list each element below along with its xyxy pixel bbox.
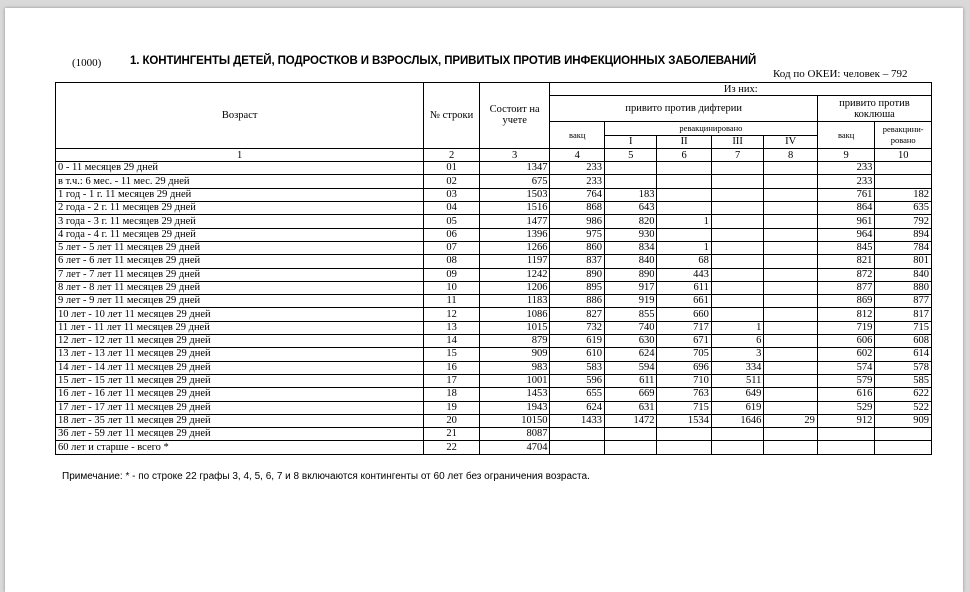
value-cell: 919 bbox=[604, 295, 656, 308]
value-cell: 890 bbox=[604, 268, 656, 281]
age-cell: 8 лет - 8 лет 11 месяцев 29 дней bbox=[56, 281, 424, 294]
value-cell: 649 bbox=[711, 388, 763, 401]
value-cell: 443 bbox=[657, 268, 711, 281]
value-cell: 1477 bbox=[479, 215, 550, 228]
column-number: 6 bbox=[657, 148, 711, 161]
value-cell: 894 bbox=[875, 228, 932, 241]
value-cell: 624 bbox=[550, 401, 604, 414]
value-cell bbox=[764, 388, 817, 401]
header-p-revacc: ревакцини-ровано bbox=[875, 122, 932, 149]
value-cell bbox=[604, 162, 656, 175]
value-cell bbox=[711, 441, 763, 454]
value-cell bbox=[764, 321, 817, 334]
value-cell: 675 bbox=[479, 175, 550, 188]
value-cell: 710 bbox=[657, 374, 711, 387]
value-cell: 964 bbox=[817, 228, 875, 241]
row-number-cell: 03 bbox=[424, 188, 480, 201]
row-number-cell: 09 bbox=[424, 268, 480, 281]
value-cell: 763 bbox=[657, 388, 711, 401]
table-row bbox=[56, 175, 932, 188]
header-rev-2: II bbox=[657, 135, 711, 148]
age-cell: 6 лет - 6 лет 11 месяцев 29 дней bbox=[56, 255, 424, 268]
value-cell: 529 bbox=[817, 401, 875, 414]
table-row bbox=[56, 374, 932, 387]
footnote: Примечание: * - по строке 22 графы 3, 4, 5, 6, 7 и 8 включаются контингенты от 60 лет без ограничения возраста. bbox=[62, 471, 590, 482]
value-cell bbox=[764, 401, 817, 414]
value-cell bbox=[875, 162, 932, 175]
value-cell: 860 bbox=[550, 241, 604, 254]
value-cell: 868 bbox=[550, 202, 604, 215]
value-cell: 233 bbox=[550, 175, 604, 188]
value-cell: 705 bbox=[657, 348, 711, 361]
value-cell: 1646 bbox=[711, 414, 763, 427]
value-cell bbox=[764, 202, 817, 215]
row-number-cell: 19 bbox=[424, 401, 480, 414]
table-row bbox=[56, 308, 932, 321]
row-number-cell: 17 bbox=[424, 374, 480, 387]
header-row-no: № строки bbox=[424, 83, 480, 149]
row-number-cell: 13 bbox=[424, 321, 480, 334]
value-cell: 837 bbox=[550, 255, 604, 268]
value-cell: 872 bbox=[817, 268, 875, 281]
value-cell: 1943 bbox=[479, 401, 550, 414]
value-cell bbox=[711, 428, 763, 441]
age-cell: 4 года - 4 г. 11 месяцев 29 дней bbox=[56, 228, 424, 241]
age-cell: 11 лет - 11 лет 11 месяцев 29 дней bbox=[56, 321, 424, 334]
table-row bbox=[56, 162, 932, 175]
value-cell bbox=[875, 175, 932, 188]
value-cell: 1516 bbox=[479, 202, 550, 215]
age-cell: 0 - 11 месяцев 29 дней bbox=[56, 162, 424, 175]
value-cell: 801 bbox=[875, 255, 932, 268]
value-cell: 233 bbox=[817, 162, 875, 175]
value-cell: 631 bbox=[604, 401, 656, 414]
row-number-cell: 06 bbox=[424, 228, 480, 241]
value-cell: 895 bbox=[550, 281, 604, 294]
value-cell: 630 bbox=[604, 335, 656, 348]
value-cell: 909 bbox=[875, 414, 932, 427]
value-cell: 880 bbox=[875, 281, 932, 294]
value-cell: 1347 bbox=[479, 162, 550, 175]
value-cell: 986 bbox=[550, 215, 604, 228]
header-of-them: Из них: bbox=[550, 83, 932, 96]
row-number-cell: 10 bbox=[424, 281, 480, 294]
value-cell: 616 bbox=[817, 388, 875, 401]
value-cell bbox=[711, 241, 763, 254]
value-cell bbox=[764, 348, 817, 361]
value-cell: 334 bbox=[711, 361, 763, 374]
value-cell: 583 bbox=[550, 361, 604, 374]
value-cell: 29 bbox=[764, 414, 817, 427]
value-cell: 877 bbox=[875, 295, 932, 308]
value-cell: 717 bbox=[657, 321, 711, 334]
value-cell bbox=[657, 162, 711, 175]
value-cell: 1242 bbox=[479, 268, 550, 281]
value-cell: 715 bbox=[875, 321, 932, 334]
value-cell: 886 bbox=[550, 295, 604, 308]
value-cell: 1534 bbox=[657, 414, 711, 427]
header-rev-4: IV bbox=[764, 135, 817, 148]
value-cell: 1086 bbox=[479, 308, 550, 321]
table-row bbox=[56, 388, 932, 401]
value-cell: 596 bbox=[550, 374, 604, 387]
value-cell: 930 bbox=[604, 228, 656, 241]
value-cell bbox=[764, 428, 817, 441]
value-cell: 855 bbox=[604, 308, 656, 321]
value-cell: 608 bbox=[875, 335, 932, 348]
table-row bbox=[56, 281, 932, 294]
value-cell bbox=[604, 441, 656, 454]
age-cell: 7 лет - 7 лет 11 месяцев 29 дней bbox=[56, 268, 424, 281]
age-cell: 17 лет - 17 лет 11 месяцев 29 дней bbox=[56, 401, 424, 414]
value-cell: 1206 bbox=[479, 281, 550, 294]
value-cell bbox=[764, 361, 817, 374]
row-number-cell: 02 bbox=[424, 175, 480, 188]
age-cell: 36 лет - 59 лет 11 месяцев 29 дней bbox=[56, 428, 424, 441]
form-code: (1000) bbox=[72, 57, 102, 69]
page-title: 1. КОНТИНГЕНТЫ ДЕТЕЙ, ПОДРОСТКОВ И ВЗРОСЛЫХ, ПРИВИТЫХ ПРОТИВ ИНФЕКЦИОННЫХ ЗАБОЛЕВАНИЙ bbox=[130, 55, 757, 67]
value-cell bbox=[764, 441, 817, 454]
value-cell: 594 bbox=[604, 361, 656, 374]
value-cell: 834 bbox=[604, 241, 656, 254]
value-cell bbox=[711, 255, 763, 268]
value-cell: 1015 bbox=[479, 321, 550, 334]
value-cell: 1472 bbox=[604, 414, 656, 427]
value-cell: 643 bbox=[604, 202, 656, 215]
value-cell bbox=[711, 281, 763, 294]
value-cell: 610 bbox=[550, 348, 604, 361]
age-cell: в т.ч.: 6 мес. - 11 мес. 29 дней bbox=[56, 175, 424, 188]
table-row bbox=[56, 414, 932, 427]
header-diphtheria: привито против дифтерии bbox=[550, 96, 817, 122]
value-cell: 655 bbox=[550, 388, 604, 401]
row-number-cell: 21 bbox=[424, 428, 480, 441]
value-cell: 877 bbox=[817, 281, 875, 294]
column-number: 4 bbox=[550, 148, 604, 161]
value-cell: 635 bbox=[875, 202, 932, 215]
table-row bbox=[56, 348, 932, 361]
value-cell: 740 bbox=[604, 321, 656, 334]
value-cell bbox=[657, 202, 711, 215]
column-number: 7 bbox=[711, 148, 763, 161]
value-cell: 661 bbox=[657, 295, 711, 308]
value-cell: 840 bbox=[604, 255, 656, 268]
value-cell: 827 bbox=[550, 308, 604, 321]
table-row bbox=[56, 361, 932, 374]
row-number-cell: 16 bbox=[424, 361, 480, 374]
value-cell: 975 bbox=[550, 228, 604, 241]
value-cell: 1396 bbox=[479, 228, 550, 241]
value-cell bbox=[657, 441, 711, 454]
value-cell: 669 bbox=[604, 388, 656, 401]
value-cell bbox=[764, 281, 817, 294]
table-row bbox=[56, 215, 932, 228]
row-number-cell: 11 bbox=[424, 295, 480, 308]
row-number-cell: 18 bbox=[424, 388, 480, 401]
value-cell bbox=[764, 175, 817, 188]
value-cell bbox=[604, 175, 656, 188]
value-cell: 761 bbox=[817, 188, 875, 201]
value-cell bbox=[764, 374, 817, 387]
value-cell: 622 bbox=[875, 388, 932, 401]
value-cell: 817 bbox=[875, 308, 932, 321]
value-cell bbox=[764, 215, 817, 228]
value-cell: 696 bbox=[657, 361, 711, 374]
value-cell: 1001 bbox=[479, 374, 550, 387]
age-cell: 5 лет - 5 лет 11 месяцев 29 дней bbox=[56, 241, 424, 254]
table-row bbox=[56, 321, 932, 334]
value-cell: 660 bbox=[657, 308, 711, 321]
row-number-cell: 07 bbox=[424, 241, 480, 254]
value-cell: 233 bbox=[817, 175, 875, 188]
value-cell: 890 bbox=[550, 268, 604, 281]
value-cell: 611 bbox=[657, 281, 711, 294]
header-vacc: вакц bbox=[550, 122, 604, 149]
value-cell: 820 bbox=[604, 215, 656, 228]
value-cell bbox=[817, 428, 875, 441]
table-row bbox=[56, 188, 932, 201]
value-cell bbox=[711, 215, 763, 228]
value-cell bbox=[711, 268, 763, 281]
age-cell: 60 лет и старше - всего * bbox=[56, 441, 424, 454]
value-cell bbox=[657, 228, 711, 241]
age-cell: 14 лет - 14 лет 11 месяцев 29 дней bbox=[56, 361, 424, 374]
row-number-cell: 14 bbox=[424, 335, 480, 348]
age-cell: 1 год - 1 г. 11 месяцев 29 дней bbox=[56, 188, 424, 201]
value-cell: 764 bbox=[550, 188, 604, 201]
value-cell bbox=[711, 162, 763, 175]
value-cell: 6 bbox=[711, 335, 763, 348]
value-cell bbox=[711, 308, 763, 321]
value-cell: 983 bbox=[479, 361, 550, 374]
value-cell: 1503 bbox=[479, 188, 550, 201]
header-registered: Состоит на учете bbox=[479, 83, 550, 149]
age-cell: 2 года - 2 г. 11 месяцев 29 дней bbox=[56, 202, 424, 215]
table-row bbox=[56, 202, 932, 215]
value-cell bbox=[764, 255, 817, 268]
row-number-cell: 01 bbox=[424, 162, 480, 175]
value-cell: 869 bbox=[817, 295, 875, 308]
value-cell: 511 bbox=[711, 374, 763, 387]
value-cell: 611 bbox=[604, 374, 656, 387]
table-row bbox=[56, 228, 932, 241]
value-cell: 864 bbox=[817, 202, 875, 215]
table-row bbox=[56, 295, 932, 308]
value-cell: 812 bbox=[817, 308, 875, 321]
value-cell: 619 bbox=[711, 401, 763, 414]
value-cell bbox=[875, 428, 932, 441]
table-row bbox=[56, 255, 932, 268]
table-row bbox=[56, 441, 932, 454]
value-cell: 784 bbox=[875, 241, 932, 254]
value-cell bbox=[657, 428, 711, 441]
value-cell: 909 bbox=[479, 348, 550, 361]
value-cell bbox=[764, 295, 817, 308]
table-row bbox=[56, 428, 932, 441]
value-cell: 4704 bbox=[479, 441, 550, 454]
value-cell bbox=[764, 188, 817, 201]
age-cell: 13 лет - 13 лет 11 месяцев 29 дней bbox=[56, 348, 424, 361]
column-number: 8 bbox=[764, 148, 817, 161]
value-cell bbox=[657, 188, 711, 201]
value-cell: 1 bbox=[657, 215, 711, 228]
table-row bbox=[56, 268, 932, 281]
value-cell bbox=[764, 308, 817, 321]
value-cell: 715 bbox=[657, 401, 711, 414]
value-cell bbox=[764, 335, 817, 348]
value-cell: 1183 bbox=[479, 295, 550, 308]
value-cell bbox=[711, 175, 763, 188]
value-cell: 68 bbox=[657, 255, 711, 268]
value-cell bbox=[764, 162, 817, 175]
age-cell: 10 лет - 10 лет 11 месяцев 29 дней bbox=[56, 308, 424, 321]
value-cell bbox=[817, 441, 875, 454]
row-number-cell: 12 bbox=[424, 308, 480, 321]
vaccination-table bbox=[55, 82, 932, 455]
value-cell: 719 bbox=[817, 321, 875, 334]
row-number-cell: 08 bbox=[424, 255, 480, 268]
age-cell: 18 лет - 35 лет 11 месяцев 29 дней bbox=[56, 414, 424, 427]
value-cell: 961 bbox=[817, 215, 875, 228]
value-cell bbox=[711, 228, 763, 241]
value-cell: 624 bbox=[604, 348, 656, 361]
header-revacc: ревакцинировано bbox=[604, 122, 817, 135]
column-number: 5 bbox=[604, 148, 656, 161]
header-p-vacc: вакц bbox=[817, 122, 875, 149]
value-cell: 182 bbox=[875, 188, 932, 201]
header-rev-1: I bbox=[604, 135, 656, 148]
value-cell: 574 bbox=[817, 361, 875, 374]
value-cell bbox=[657, 175, 711, 188]
column-number: 3 bbox=[479, 148, 550, 161]
value-cell bbox=[875, 441, 932, 454]
value-cell bbox=[711, 188, 763, 201]
age-cell: 16 лет - 16 лет 11 месяцев 29 дней bbox=[56, 388, 424, 401]
row-number-cell: 05 bbox=[424, 215, 480, 228]
value-cell: 1453 bbox=[479, 388, 550, 401]
column-number-row bbox=[56, 148, 932, 161]
table-row bbox=[56, 335, 932, 348]
value-cell: 585 bbox=[875, 374, 932, 387]
age-cell: 15 лет - 15 лет 11 месяцев 29 дней bbox=[56, 374, 424, 387]
value-cell: 1 bbox=[657, 241, 711, 254]
value-cell: 792 bbox=[875, 215, 932, 228]
row-number-cell: 20 bbox=[424, 414, 480, 427]
value-cell bbox=[711, 202, 763, 215]
value-cell bbox=[764, 268, 817, 281]
column-number: 9 bbox=[817, 148, 875, 161]
age-cell: 3 года - 3 г. 11 месяцев 29 дней bbox=[56, 215, 424, 228]
value-cell: 821 bbox=[817, 255, 875, 268]
row-number-cell: 04 bbox=[424, 202, 480, 215]
value-cell: 578 bbox=[875, 361, 932, 374]
row-number-cell: 15 bbox=[424, 348, 480, 361]
header-pertussis: привито против коклюша bbox=[817, 96, 931, 122]
value-cell: 1197 bbox=[479, 255, 550, 268]
value-cell: 10150 bbox=[479, 414, 550, 427]
value-cell: 671 bbox=[657, 335, 711, 348]
header-age: Возраст bbox=[56, 83, 424, 149]
value-cell: 845 bbox=[817, 241, 875, 254]
header-rev-3: III bbox=[711, 135, 763, 148]
value-cell: 8087 bbox=[479, 428, 550, 441]
value-cell: 912 bbox=[817, 414, 875, 427]
value-cell: 1266 bbox=[479, 241, 550, 254]
age-cell: 12 лет - 12 лет 11 месяцев 29 дней bbox=[56, 335, 424, 348]
value-cell bbox=[550, 441, 604, 454]
table-row bbox=[56, 401, 932, 414]
value-cell bbox=[764, 241, 817, 254]
value-cell: 732 bbox=[550, 321, 604, 334]
value-cell: 579 bbox=[817, 374, 875, 387]
value-cell bbox=[550, 428, 604, 441]
row-number-cell: 22 bbox=[424, 441, 480, 454]
value-cell: 614 bbox=[875, 348, 932, 361]
value-cell bbox=[711, 295, 763, 308]
column-number: 10 bbox=[875, 148, 932, 161]
value-cell: 1433 bbox=[550, 414, 604, 427]
column-number: 1 bbox=[56, 148, 424, 161]
value-cell: 619 bbox=[550, 335, 604, 348]
value-cell: 1 bbox=[711, 321, 763, 334]
value-cell: 606 bbox=[817, 335, 875, 348]
value-cell: 233 bbox=[550, 162, 604, 175]
age-cell: 9 лет - 9 лет 11 месяцев 29 дней bbox=[56, 295, 424, 308]
value-cell: 183 bbox=[604, 188, 656, 201]
column-number: 2 bbox=[424, 148, 480, 161]
value-cell: 840 bbox=[875, 268, 932, 281]
table-row bbox=[56, 241, 932, 254]
value-cell: 917 bbox=[604, 281, 656, 294]
value-cell: 879 bbox=[479, 335, 550, 348]
value-cell bbox=[764, 228, 817, 241]
value-cell: 522 bbox=[875, 401, 932, 414]
okei-code: Код по ОКЕИ: человек – 792 bbox=[773, 68, 908, 80]
value-cell: 602 bbox=[817, 348, 875, 361]
value-cell bbox=[604, 428, 656, 441]
value-cell: 3 bbox=[711, 348, 763, 361]
